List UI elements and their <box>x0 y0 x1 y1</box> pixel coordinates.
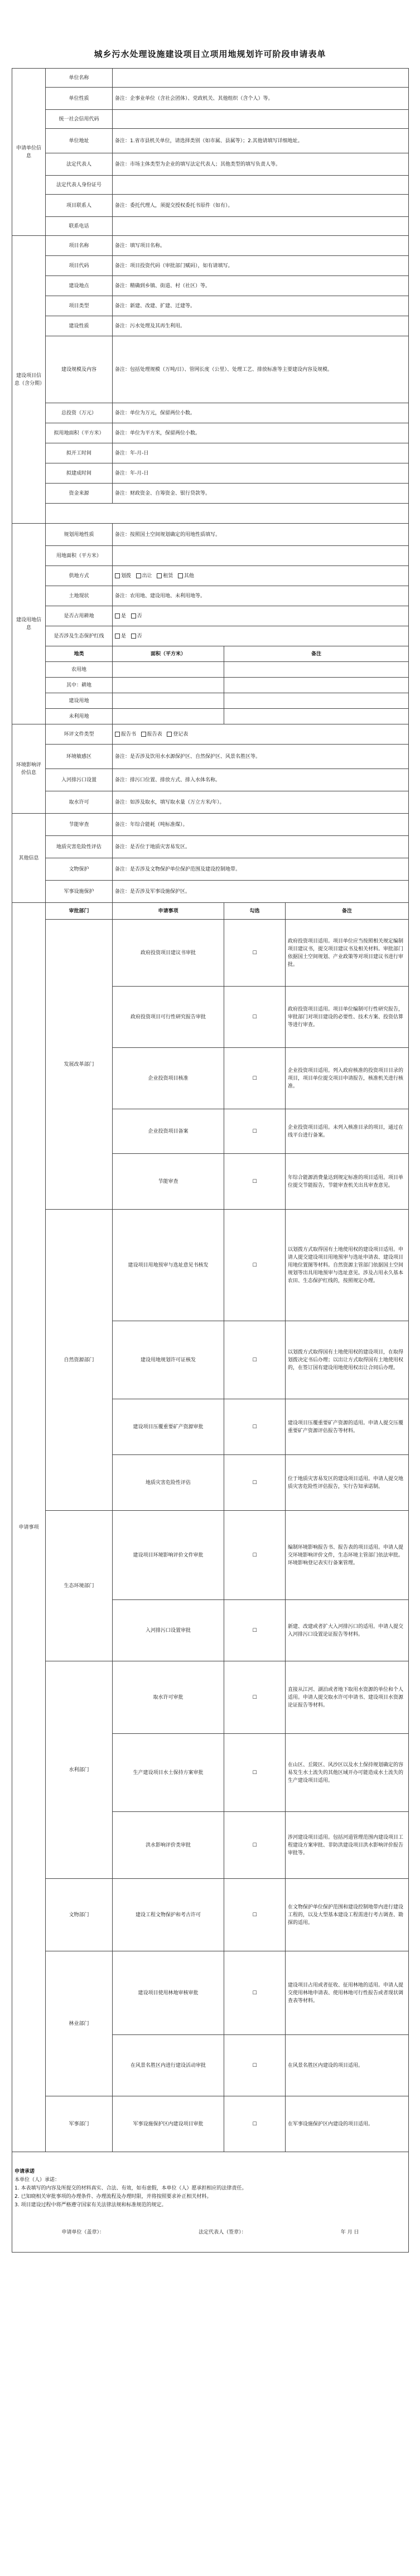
farm-option: 否 <box>137 613 142 619</box>
use-row-note[interactable] <box>224 709 409 724</box>
apply-item: 企业投资项目核准 <box>113 1048 224 1109</box>
supply-label: 供地方式 <box>46 566 113 586</box>
apply-item: 建设用地规划许可证核发 <box>113 1321 224 1399</box>
use-table-header: 备注 <box>224 646 409 662</box>
supply-options[interactable] <box>113 566 409 586</box>
checkbox[interactable] <box>115 634 120 639</box>
project-content-label: 建设规模及内容 <box>46 336 113 403</box>
apply-item: 政府投资项目可行性研究报告审批 <box>113 987 224 1048</box>
contact-phone-label: 联系电话 <box>46 217 113 236</box>
apply-item: 企业投资项目备案 <box>113 1109 224 1154</box>
apply-checkbox[interactable]: ☐ <box>224 2035 286 2096</box>
project-type-label: 项目类型 <box>46 296 113 316</box>
apply-checkbox[interactable]: ☐ <box>224 1154 286 1210</box>
apply-note: 以划拨方式取得国有土地使用权的建设项目，在取得划拨决定书后办理；以出让方式取得国有土地使用权的，在签订国有建设用地使用权出让合同后办理。 <box>286 1321 409 1399</box>
apply-col-note: 备注 <box>286 903 409 920</box>
project-code-label: 项目代码 <box>46 256 113 276</box>
project-content-field[interactable]: 备注：包括处理规模（万吨/日）、管网长度（公里）、处理工艺、排放标准等主要建设内容及规模。 <box>113 336 409 403</box>
redline-label: 是否涉及生态保护红线 <box>46 626 113 646</box>
apply-note: 企业投资项目适用。列入政府核准的投资项目目录的项目，项目单位提交项目申请报告，核准机关进行核准。 <box>286 1048 409 1109</box>
use-table-header: 地类 <box>46 646 113 662</box>
project-type-field[interactable]: 备注：新建、改建、扩建、迁建等。 <box>113 296 409 316</box>
apply-note: 在风景名胜区内建设的项目适用。 <box>286 2035 409 2096</box>
outlet-label: 入河排污口设置 <box>46 769 113 791</box>
report-label: 环评文件类型 <box>46 724 113 745</box>
apply-item: 建设项目压覆重要矿产资源审批 <box>113 1399 224 1455</box>
apply-note: 在文物保护单位保护范围和建设控制地带内进行建设工程的，以及大型基本建设工程需进行考古调查、勘探的适用。 <box>286 1879 409 1951</box>
redline-option: 是 <box>121 633 127 639</box>
project-site-field[interactable]: 备注：精确到乡镇、街道、村（社区）等。 <box>113 276 409 296</box>
checkbox[interactable] <box>115 613 120 618</box>
apply-checkbox[interactable]: ☐ <box>224 1455 286 1511</box>
apply-checkbox[interactable]: ☐ <box>224 1734 286 1812</box>
apply-item: 生产建设项目水土保持方案审批 <box>113 1734 224 1812</box>
apply-note: 建设项目压覆重要矿产资源的适用。申请人提交压覆重要矿产资源评估报告等材料。 <box>286 1399 409 1455</box>
relic-field[interactable]: 备注：是否涉及文物保护单位保护范围及建设控制地带。 <box>113 858 409 881</box>
use-row-note[interactable] <box>224 662 409 678</box>
water-field[interactable]: 备注：如涉及取水，填写取水量（万立方米/年）。 <box>113 791 409 814</box>
apply-note: 新建、改建或者扩大入河排污口的适用。申请人提交入河排污口设置论证报告等材料。 <box>286 1600 409 1661</box>
use-row-label: 农用地 <box>46 662 113 678</box>
checkbox[interactable] <box>157 573 162 578</box>
applicant-nature-field[interactable]: 备注：企事业单位（含社会团体）、党政机关、其他组织（含个人）等。 <box>113 88 409 110</box>
applicant-name-field[interactable] <box>113 69 409 88</box>
apply-checkbox[interactable]: ☐ <box>224 987 286 1048</box>
apply-note: 编制环境影响报告书、报告表的项目适用。申请人提交环境影响评价文件，生态环境主管部门依法审批。环境影响登记表实行备案管理。 <box>286 1511 409 1600</box>
supply-option: 划拨 <box>121 573 132 579</box>
apply-note: 直接从江河、湖泊或者地下取用水资源的单位和个人适用。申请人提交取水许可申请书、建设项目水资源论证报告等材料。 <box>286 1661 409 1734</box>
project-name-field[interactable]: 备注：填写项目名称。 <box>113 236 409 256</box>
apply-item: 军事设施保护区内建设项目审批 <box>113 2096 224 2152</box>
report-option: 登记表 <box>173 731 189 737</box>
project-land-label: 拟用地面积（平方米） <box>46 423 113 443</box>
supply-option: 租赁 <box>163 573 173 579</box>
sensitive-label: 环境敏感区 <box>46 745 113 769</box>
commitment-line: 1. 本表填写的内容及所提交的材料真实、合法、有效，如有虚假，本单位（人）愿承担相应的法律责任。 <box>15 2185 247 2191</box>
checkbox[interactable] <box>115 573 120 578</box>
use-row-note[interactable] <box>224 693 409 709</box>
commitment-line: 2. 已知晓相关审批事项的办理条件、办理流程及办理时限，并将按照要求补正相关材料。 <box>15 2193 212 2200</box>
apply-checkbox[interactable]: ☐ <box>224 1879 286 1951</box>
commitment-line: 3. 项目建设过程中将严格遵守国家有关法律法规和标准规范的规定。 <box>15 2202 167 2208</box>
apply-dept: 水利部门 <box>46 1661 113 1879</box>
project-fund-label: 资金来源 <box>46 484 113 504</box>
apply-note: 政府投资项目适用。项目单位编制可行性研究报告，审批部门对项目建设的必要性、技术方案、投资估算等进行审查。 <box>286 987 409 1048</box>
use-row-label: 其中：耕地 <box>46 678 113 693</box>
apply-item: 政府投资项目建议书审批 <box>113 920 224 987</box>
disaster-label: 地质灾害危险性评估 <box>46 836 113 858</box>
apply-note: 以划拨方式取得国有土地使用权的建设项目适用。申请人提交建设项目用地预审与选址申请表、建设项目用地位置图等材料。自然资源主管部门依据国土空间规划等出具用地预审与选址意见。涉及占用永久基本农田、生态保护红线的，按照规定办理。 <box>286 1210 409 1321</box>
apply-note: 年综合能源消费量达到规定标准的项目适用。项目单位提交节能报告，节能审查机关出具审查意见。 <box>286 1154 409 1210</box>
org-code-field[interactable] <box>113 110 409 129</box>
apply-item: 洪水影响评价类审批 <box>113 1812 224 1879</box>
agent-field[interactable]: 备注：委托代理人，须提交授权委托书原件（如有）。 <box>113 195 409 217</box>
land-group-label: 建设用地信息 <box>12 524 46 724</box>
energy-label: 节能审查 <box>46 814 113 836</box>
use-row-label: 未利用地 <box>46 709 113 724</box>
apply-dept: 自然资源部门 <box>46 1210 113 1511</box>
apply-item: 建设工程文物保护和考古许可 <box>113 1879 224 1951</box>
applicant-name-label: 单位名称 <box>46 69 113 88</box>
apply-dept: 发展改革部门 <box>46 920 113 1210</box>
checkbox[interactable] <box>141 732 146 737</box>
report-option: 报告表 <box>147 731 162 737</box>
apply-checkbox[interactable]: ☐ <box>224 1321 286 1399</box>
outlet-field[interactable]: 备注：排污口位置、排放方式、排入水体名称。 <box>113 769 409 791</box>
land-plan-label: 规划用地性质 <box>46 524 113 546</box>
apply-note: 建设项目占用或者征收、征用林地的适用。申请人提交使用林地申请表、使用林地可行性报告或者现状调查表等材料。 <box>286 1951 409 2035</box>
apply-checkbox[interactable]: ☐ <box>224 1109 286 1154</box>
project-start-field[interactable]: 备注：年-月-日 <box>113 443 409 463</box>
apply-checkbox[interactable]: ☐ <box>224 1600 286 1661</box>
applicant-group-label: 申请单位信息 <box>12 69 46 236</box>
land-status-label: 土地现状 <box>46 586 113 606</box>
project-end-field[interactable]: 备注：年-月-日 <box>113 463 409 484</box>
apply-checkbox[interactable]: ☐ <box>224 920 286 987</box>
apply-dept: 文物部门 <box>46 1879 113 1951</box>
apply-checkbox[interactable]: ☐ <box>224 1210 286 1321</box>
apply-note: 在军事设施保护区内建设的项目适用。 <box>286 2096 409 2152</box>
apply-note: 政府投资项目适用。项目单位应当按照相关规定编制项目建议书，提交项目建议书及相关材料。审批部门依据国土空间规划、产业政策等对项目建议书进行审批。 <box>286 920 409 987</box>
contact-phone-field[interactable] <box>113 217 409 236</box>
disaster-field[interactable]: 备注：是否位于地质灾害易发区。 <box>113 836 409 858</box>
apply-checkbox[interactable]: ☐ <box>224 1399 286 1455</box>
project-start-label: 拟开工时间 <box>46 443 113 463</box>
commitment-block <box>12 2152 409 2253</box>
applicant-address-label: 单位地址 <box>46 129 113 153</box>
sign-date: 年 月 日 <box>340 2229 359 2235</box>
redline-option: 否 <box>137 633 142 639</box>
apply-checkbox[interactable]: ☐ <box>224 1951 286 2035</box>
use-row-area[interactable] <box>113 709 224 724</box>
use-row-label: 建设用地 <box>46 693 113 709</box>
legal-id-label: 法定代表人身份证号 <box>46 176 113 195</box>
relic-label: 文物保护 <box>46 858 113 881</box>
project-name-label: 项目名称 <box>46 236 113 256</box>
checkbox[interactable] <box>131 634 136 639</box>
other-group-label: 其他信息 <box>12 814 46 903</box>
use-table-header: 面积（平方米） <box>113 646 224 662</box>
apply-item: 建设项目使用林地审核审批 <box>113 1951 224 2035</box>
energy-field[interactable]: 备注：年综合能耗（吨标准煤）。 <box>113 814 409 836</box>
org-code-label: 统一社会信用代码 <box>46 110 113 129</box>
apply-note: 位于地质灾害易发区的建设项目适用。申请人提交地质灾害危险性评估报告，实行告知承诺制。 <box>286 1455 409 1511</box>
apply-col-check: 勾选 <box>224 903 286 920</box>
land-plan-field[interactable]: 备注：按照国土空间规划确定的用地性质填写。 <box>113 524 409 546</box>
use-row-area[interactable] <box>113 693 224 709</box>
checkbox[interactable] <box>115 732 120 737</box>
project-group-label: 建设项目信息（含分期） <box>12 236 46 524</box>
checkbox[interactable] <box>136 573 141 578</box>
apply-item: 节能审查 <box>113 1154 224 1210</box>
report-option: 报告书 <box>121 731 137 737</box>
apply-dept: 林业部门 <box>46 1951 113 2096</box>
apply-item: 建设项目用地预审与选址意见书核发 <box>113 1210 224 1321</box>
applicant-nature-label: 单位性质 <box>46 88 113 110</box>
supply-option: 出让 <box>142 573 152 579</box>
project-industry-field[interactable]: 备注：污水处理及其再生利用。 <box>113 316 409 336</box>
apply-note: 涉河建设项目适用。包括河道管理范围内建设项目工程建设方案审批、非防洪建设项目洪水影响评价报告审批等。 <box>286 1812 409 1879</box>
apply-note: 在山区、丘陵区、风沙区以及水土保持规划确定的容易发生水土流失的其他区域开办可能造成水土流失的生产建设项目适用。 <box>286 1734 409 1812</box>
project-invest-label: 总投资（万元） <box>46 403 113 423</box>
apply-item: 建设项目环境影响评价文件审批 <box>113 1511 224 1600</box>
apply-checkbox[interactable]: ☐ <box>224 1661 286 1734</box>
farm-option: 是 <box>121 613 127 619</box>
legal-rep-label: 法定代表人 <box>46 153 113 176</box>
apply-checkbox[interactable]: ☐ <box>224 2096 286 2152</box>
apply-item: 入河排污口设置审批 <box>113 1600 224 1661</box>
apply-checkbox[interactable]: ☐ <box>224 1511 286 1600</box>
apply-dept: 生态环境部门 <box>46 1511 113 1661</box>
apply-col-item: 申请事项 <box>113 903 224 920</box>
checkbox[interactable] <box>178 573 183 578</box>
apply-item: 地质灾害危险性评估 <box>113 1455 224 1511</box>
sign-unit-label: 申请单位（盖章）： <box>61 2229 105 2235</box>
apply-col-dept: 审批部门 <box>46 903 113 920</box>
page-title: 城乡污水处理设施建设项目立项用地规划许可阶段申请表单 <box>94 49 326 59</box>
sign-person-label: 法定代表人（签章）： <box>199 2229 247 2235</box>
use-row-area[interactable] <box>113 662 224 678</box>
use-row-note[interactable] <box>224 678 409 693</box>
use-row-area[interactable] <box>113 678 224 693</box>
agent-label: 项目联系人 <box>46 195 113 217</box>
apply-item: 取水许可审批 <box>113 1661 224 1734</box>
legal-id-field[interactable] <box>113 176 409 195</box>
project-industry-label: 建设性质 <box>46 316 113 336</box>
farm-label: 是否占用耕地 <box>46 606 113 626</box>
applicant-address-field[interactable]: 备注：1.省市县机关单位，请选择类别（如市属、县属等）；2.其他请填写详细地址。 <box>113 129 409 153</box>
project-spacer <box>46 504 409 524</box>
project-site-label: 建设地点 <box>46 276 113 296</box>
checkbox[interactable] <box>167 732 172 737</box>
land-status-field[interactable]: 备注：农用地、建设用地、未利用地等。 <box>113 586 409 606</box>
envir-group-label: 环境影响评价信息 <box>12 724 46 814</box>
water-label: 取水许可 <box>46 791 113 814</box>
project-invest-field[interactable]: 备注：单位为万元，保留两位小数。 <box>113 403 409 423</box>
sensitive-field[interactable]: 备注：是否涉及饮用水水源保护区、自然保护区、风景名胜区等。 <box>113 745 409 769</box>
military-field[interactable]: 备注：是否涉及军事设施保护区。 <box>113 881 409 903</box>
application-form-table <box>12 68 409 2253</box>
apply-checkbox[interactable]: ☐ <box>224 1812 286 1879</box>
apply-dept: 军事部门 <box>46 2096 113 2152</box>
legal-rep-field[interactable]: 备注：市场主体类型为企业的填写法定代表人；其他类型的填写负责人等。 <box>113 153 409 176</box>
project-land-field[interactable]: 备注：单位为平方米，保留两位小数。 <box>113 423 409 443</box>
commitment-line: 本单位（人）承诺： <box>15 2177 60 2183</box>
checkbox[interactable] <box>131 613 136 618</box>
apply-checkbox[interactable]: ☐ <box>224 1048 286 1109</box>
report-options[interactable] <box>113 724 409 745</box>
military-label: 军事设施保护 <box>46 881 113 903</box>
farm-options[interactable] <box>113 606 409 626</box>
project-fund-field[interactable]: 备注：财政资金、自筹资金、银行贷款等。 <box>113 484 409 504</box>
apply-group-label: 申请事项 <box>12 903 46 2152</box>
apply-note: 企业投资项目适用。未列入核准目录的项目，通过在线平台进行备案。 <box>286 1109 409 1154</box>
commitment-label: 申请承诺 <box>15 2168 35 2174</box>
supply-option: 其他 <box>184 573 194 579</box>
land-area-field[interactable] <box>113 546 409 566</box>
project-code-field[interactable]: 备注：项目投资代码（审批部门赋码），如有请填写。 <box>113 256 409 276</box>
redline-options[interactable] <box>113 626 409 646</box>
apply-item: 在风景名胜区内进行建设活动审批 <box>113 2035 224 2096</box>
land-area-label: 用地面积（平方米） <box>46 546 113 566</box>
project-end-label: 拟建成时间 <box>46 463 113 484</box>
